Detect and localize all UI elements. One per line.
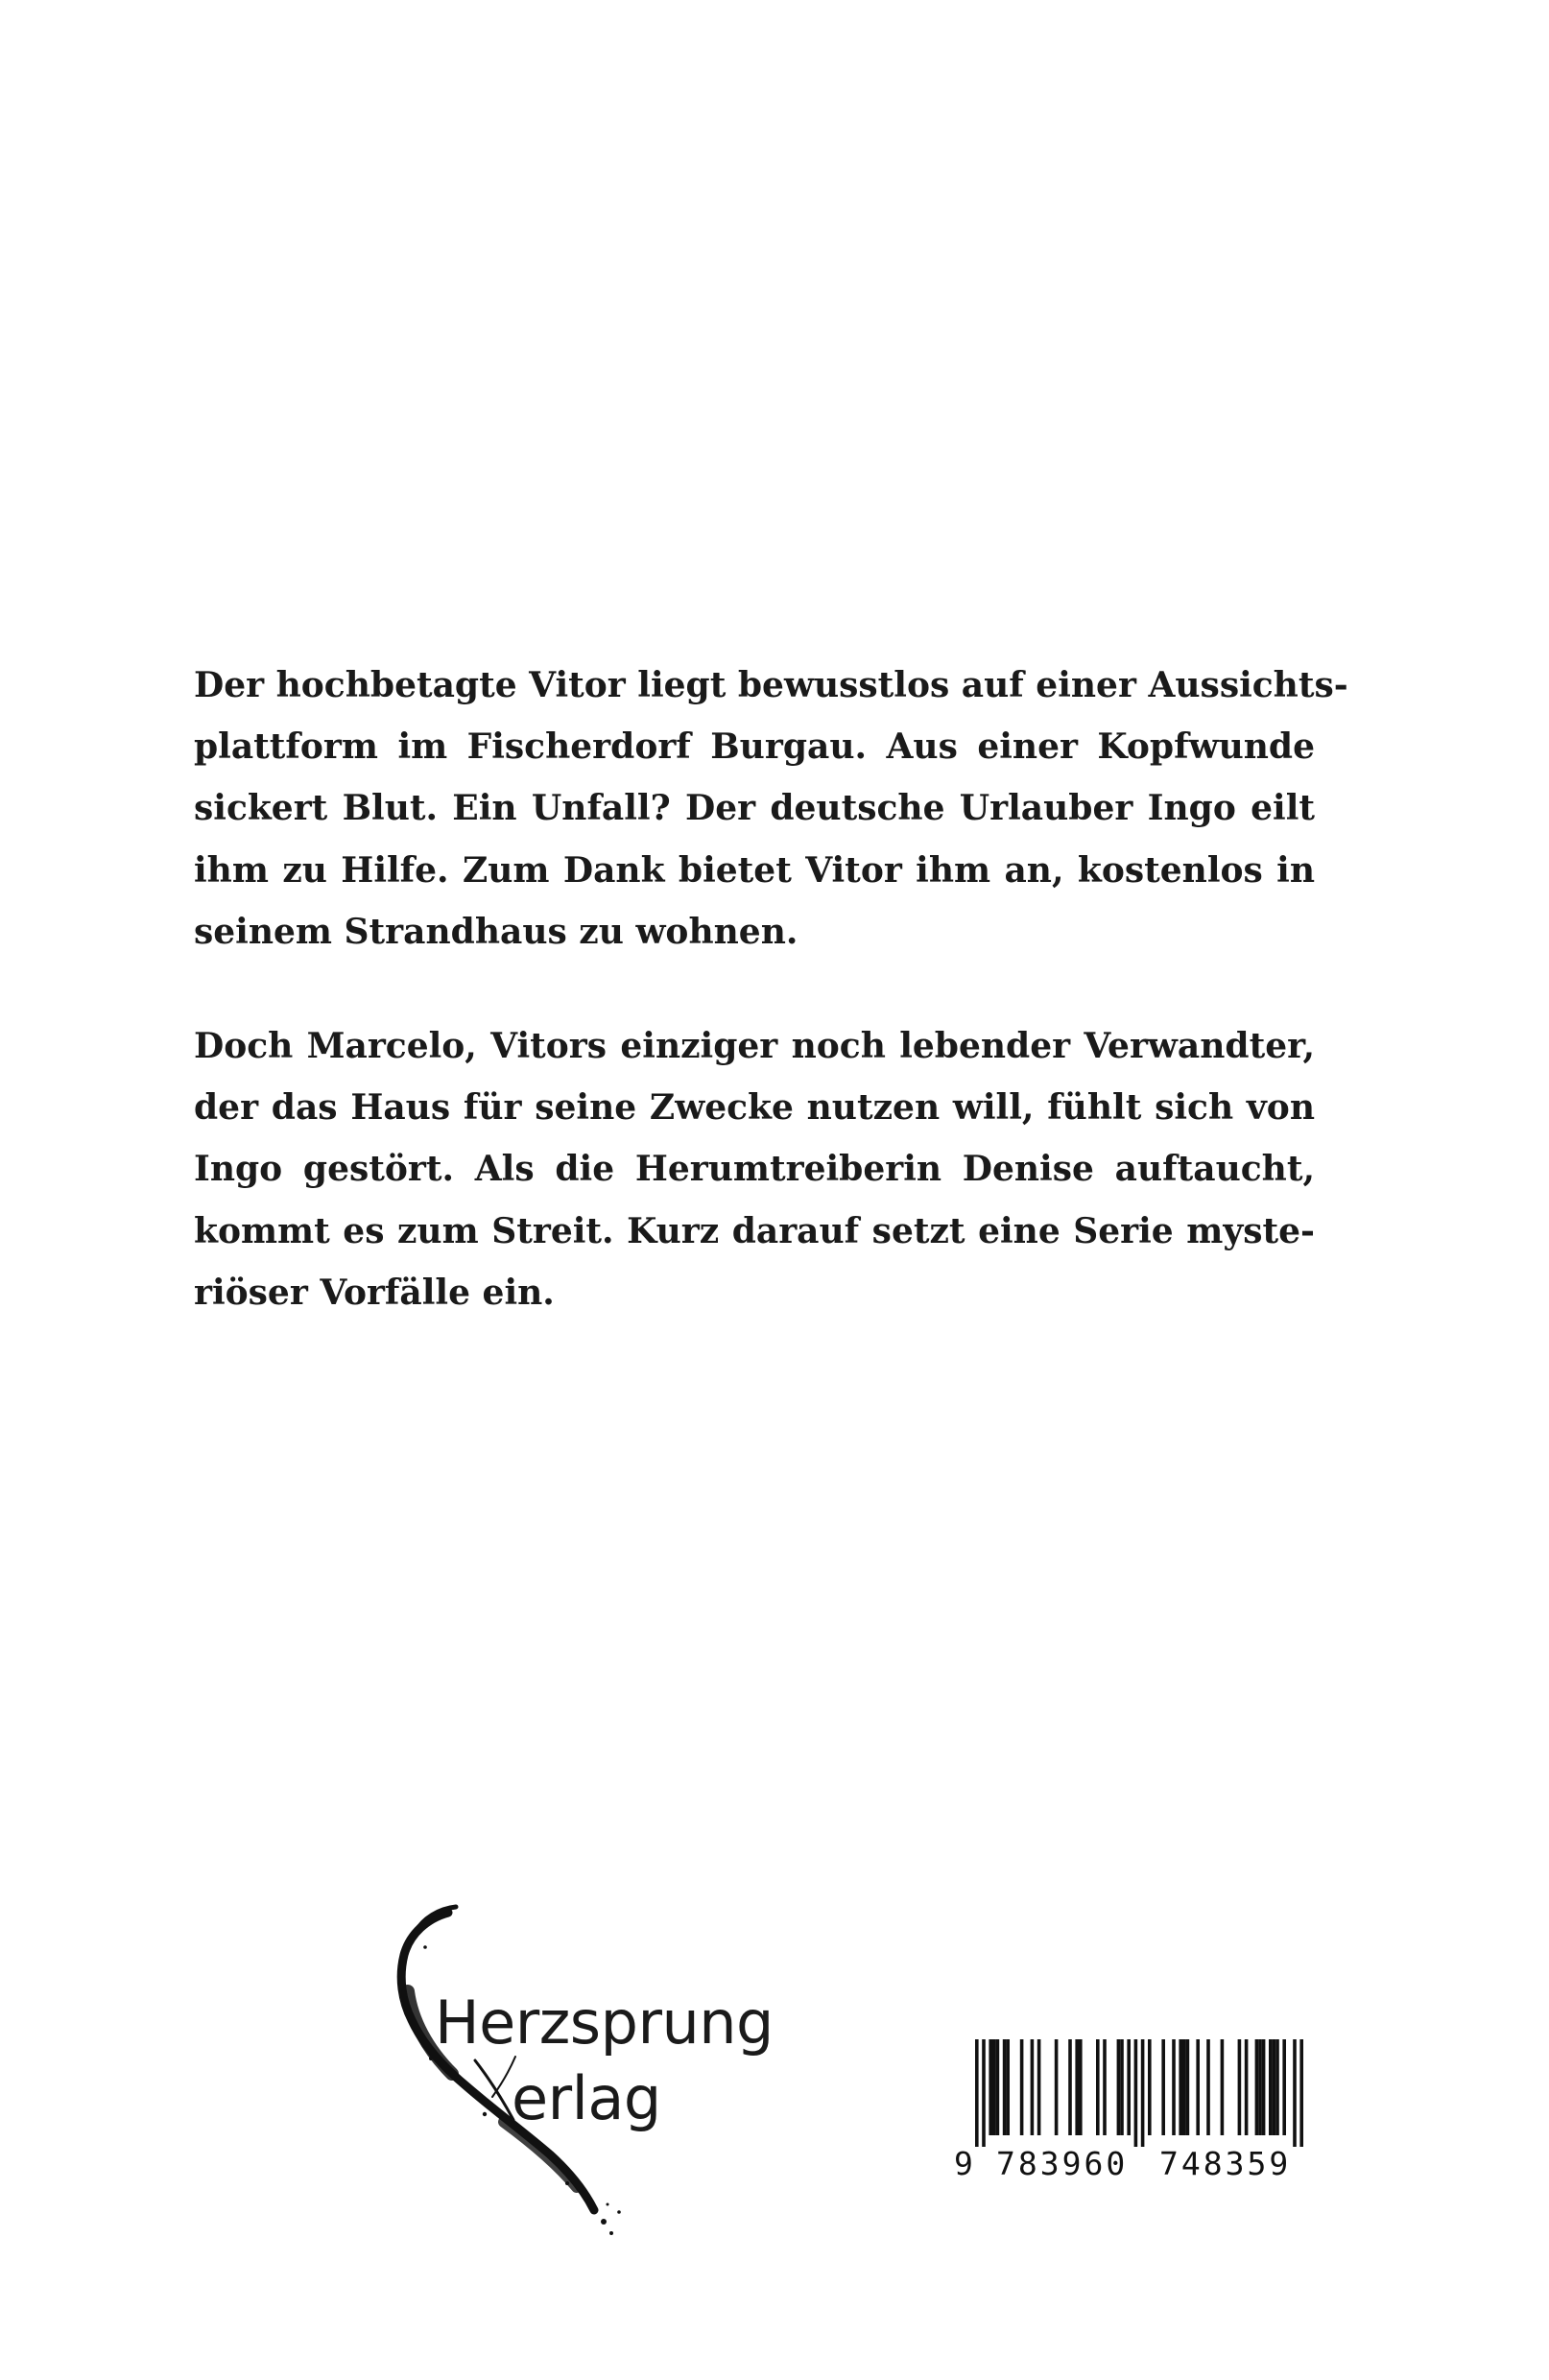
blurb-paragraph-1 — [194, 654, 1348, 963]
blurb-line: plattform im Fischerdorf Burgau. Aus einer Kopfwunde — [194, 726, 1315, 768]
blurb-line: der das Haus für seine Zwecke nutzen will, fühlt sich von — [194, 1087, 1315, 1129]
barcode-right-digits: 748359 — [1159, 2145, 1292, 2182]
barcode-left-digits: 783960 — [996, 2145, 1129, 2182]
barcode-bar — [1031, 2039, 1035, 2135]
barcode-bar — [1079, 2039, 1083, 2135]
barcode-bar — [1262, 2039, 1266, 2135]
barcode-bar — [1275, 2039, 1279, 2135]
barcode-bar — [1075, 2039, 1079, 2135]
barcode-bar — [975, 2039, 979, 2147]
barcode-bar — [1055, 2039, 1059, 2135]
barcode-bar — [1003, 2039, 1007, 2135]
barcode-bar — [1141, 2039, 1145, 2147]
barcode-bar — [1245, 2039, 1249, 2135]
blurb-line: Ingo gestört. Als die Herumtreiberin Denise auftaucht, — [194, 1149, 1315, 1190]
barcode-bar — [1117, 2039, 1121, 2135]
barcode-bar — [1293, 2039, 1297, 2147]
isbn-barcode — [954, 2039, 1315, 2182]
barcode-bar — [1134, 2039, 1138, 2147]
barcode-bar — [1172, 2039, 1176, 2135]
barcode-bar — [1258, 2039, 1262, 2135]
barcode-bar — [1103, 2039, 1107, 2135]
barcode-bar — [1120, 2039, 1124, 2135]
barcode-bar — [1269, 2039, 1273, 2135]
barcode-bar — [1273, 2039, 1276, 2135]
blurb-line: sickert Blut. Ein Unfall? Der deutsche Urlauber Ingo eilt — [194, 788, 1315, 829]
blurb-line: Der hochbetagte Vitor liegt bewusstlos auf einer Aussichts- — [194, 665, 1348, 705]
blurb-line: Doch Marcelo, Vitors einziger noch lebender Verwandter, — [194, 1026, 1315, 1066]
blurb-paragraph-2 — [194, 1015, 1315, 1323]
barcode-bar — [1255, 2039, 1259, 2135]
barcode-bar — [1186, 2039, 1190, 2135]
barcode-first-digit: 9 — [954, 2145, 973, 2182]
blurb-line: ihm zu Hilfe. Zum Dank bietet Vitor ihm an, kostenlos in — [194, 849, 1315, 891]
barcode-bar — [992, 2039, 996, 2135]
barcode-bar — [1282, 2039, 1286, 2135]
barcode-bar — [1221, 2039, 1225, 2135]
blurb-line: kommt es zum Streit. Kurz darauf setzt eine Serie myste- — [194, 1210, 1315, 1251]
barcode-bar — [1020, 2039, 1024, 2135]
barcode-bar — [1068, 2039, 1072, 2135]
barcode-bar — [1299, 2039, 1303, 2147]
barcode-bar — [989, 2039, 992, 2135]
barcode-bar — [982, 2039, 986, 2147]
blurb-line: riöser Vorfälle ein. — [194, 1272, 555, 1313]
publisher-name: Herzsprung — [435, 1987, 774, 2058]
barcode-bar — [1196, 2039, 1200, 2135]
barcode-bar — [1161, 2039, 1165, 2135]
barcode-bar — [1037, 2039, 1041, 2135]
barcode-bar — [1182, 2039, 1186, 2135]
barcode-bar — [1096, 2039, 1100, 2135]
blurb-line: seinem Strandhaus zu wohnen. — [194, 911, 798, 952]
publisher-logo — [389, 1895, 830, 2241]
barcode-bar — [1148, 2039, 1152, 2135]
barcode-bar — [996, 2039, 1000, 2135]
barcode-bar — [1238, 2039, 1242, 2135]
barcode-bar — [1179, 2039, 1182, 2135]
barcode-bar — [1127, 2039, 1131, 2135]
barcode-bar — [1006, 2039, 1010, 2135]
barcode-bars — [954, 2039, 1315, 2147]
publisher-subtitle: erlag — [512, 2063, 661, 2133]
barcode-bar — [1206, 2039, 1210, 2135]
